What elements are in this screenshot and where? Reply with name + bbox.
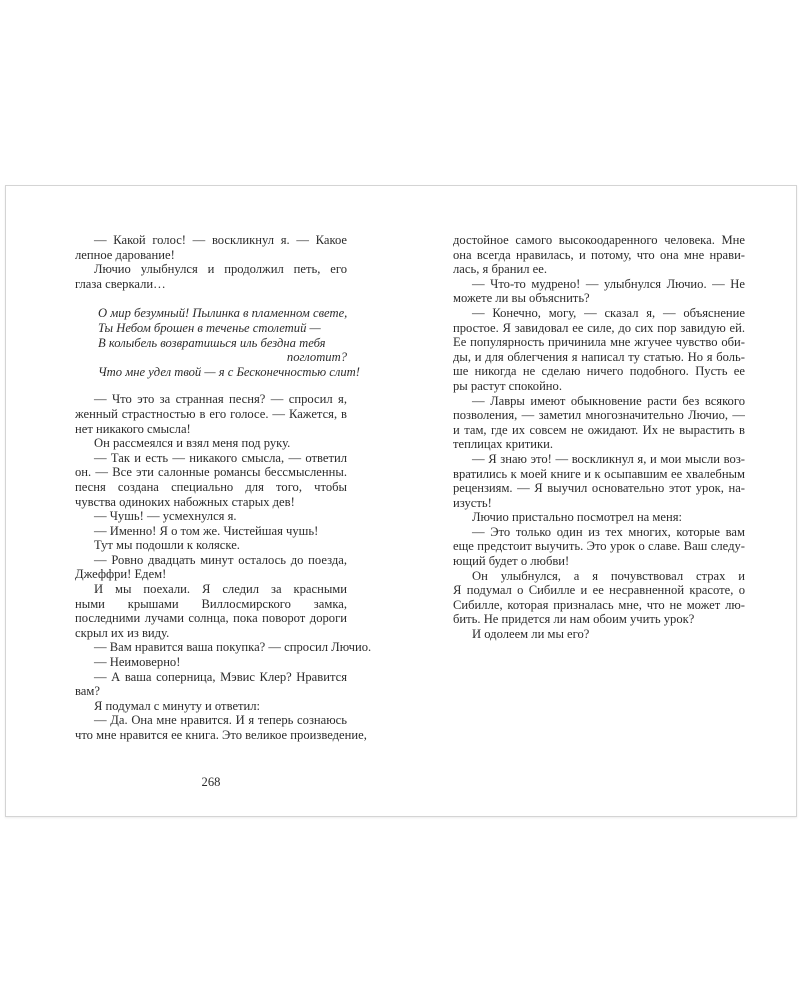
poem-line: Что мне удел твой — я с Бесконечностью слит! (98, 364, 360, 379)
right-page-text (453, 233, 745, 642)
text-line: Тут мы подошли к коляске. (94, 538, 240, 553)
text-line: Лючио улыбнулся и продолжил петь, его (94, 262, 347, 277)
text-line: Лючио пристально посмотрел на меня: (472, 510, 683, 525)
poem-line: О мир безумный! Пылинка в пламенном свете, (98, 306, 348, 321)
text-line: ды, и для облегчения я написал ту статью. Но я боль- (453, 349, 745, 364)
text-line: женный страстностью в его голосе. — Кажется, в (75, 406, 347, 421)
paragraph (453, 627, 745, 642)
text-line: рецензиям. — Я выучил основательно этот урок, на- (453, 481, 745, 496)
text-line: он. — Все эти салонные романсы бессмысленны. (75, 465, 347, 480)
paragraph (75, 699, 347, 714)
paragraph (453, 394, 745, 452)
paragraph (75, 670, 347, 699)
text-line: ющий будет о любви! (453, 554, 570, 569)
paragraph (453, 306, 745, 394)
paragraph (75, 262, 347, 291)
text-line: чувства одиноких набожных старых дев! (75, 494, 295, 509)
text-line: скрыл их из виду. (75, 625, 170, 640)
text-line: Он улыбнулся, а я почувствовал страх и (472, 568, 745, 583)
paragraph (75, 655, 347, 670)
poem-stanza (98, 306, 360, 379)
text-line: нет никакого смысла! (75, 421, 191, 436)
poem-line: поглотит? (286, 350, 347, 365)
text-line: — Так и есть — никакого смысла, — ответил (94, 450, 347, 465)
paragraph (75, 509, 347, 524)
text-line: — Неимоверно! (94, 655, 181, 670)
text-line: — Я знаю это! — воскликнул я, и мои мысли воз- (472, 451, 745, 466)
poem-line: Ты Небом брошен в теченье столетий — (98, 320, 321, 335)
text-line: — Лавры имеют обыкновение расти без всякого (472, 393, 745, 408)
text-line: еще предстоит выучить. Это урок о славе. Ваш следу- (453, 539, 745, 554)
text-line: лась, я бранил ее. (453, 262, 547, 277)
paragraph (75, 553, 347, 582)
paragraph (453, 510, 745, 525)
text-line: Он рассмеялся и взял меня под руку. (94, 436, 291, 451)
text-line: что мне нравится ее книга. Это великое произведение, (75, 728, 367, 742)
poem-line: В колыбель возвратишься иль бездна тебя (98, 335, 326, 350)
text-line: Я подумал с минуту и ответил: (94, 698, 261, 713)
paragraph (75, 640, 372, 655)
text-line: — А ваша соперница, Мэвис Клер? Нравится (94, 669, 347, 684)
text-line: песня создана специально для того, чтобы (75, 479, 347, 494)
text-line: бить. Не придется ли нам обоим учить урок? (453, 612, 695, 627)
paragraph (453, 233, 745, 277)
text-line: теплицах критики. (453, 437, 554, 452)
text-line: глаза сверкали… (75, 276, 166, 291)
text-line: вам? (75, 684, 100, 699)
text-line: — Какой голос! — воскликнул я. — Какое (94, 233, 347, 247)
text-line: последними лучами солнца, пока поворот дороги (75, 611, 347, 626)
text-line: вратились к моей книге и к осыпавшим ее хвалебным (453, 466, 745, 481)
paragraph (453, 452, 745, 510)
text-line: ры растут спокойно. (453, 378, 562, 393)
text-line: Сибилле, которая призналась мне, что не может лю- (453, 597, 745, 612)
paragraph (453, 277, 745, 306)
paragraph (75, 538, 347, 553)
text-line: — Что-то мудрено! — улыбнулся Лючио. — Не (472, 276, 745, 291)
paragraph (75, 524, 347, 539)
text-line: достойное самого высокоодаренного человека. Мне (453, 233, 745, 247)
text-line: и там, где их совсем не ожидают. Их не вырастить в (453, 422, 745, 437)
text-line: — Ровно двадцать минут осталось до поезда, (94, 552, 347, 567)
text-line: — Конечно, могу, — сказал я, — объяснение (472, 305, 745, 320)
text-line: И мы поехали. Я следил за красными (94, 582, 347, 597)
text-line: — Да. Она мне нравится. И я теперь сознаюсь (94, 713, 347, 728)
text-line: лепное дарование! (75, 247, 175, 262)
paragraph (453, 525, 745, 569)
paragraph (75, 451, 347, 509)
text-line: — Что это за странная песня? — спросил я, (94, 392, 347, 407)
text-line: И одолеем ли мы его? (472, 627, 590, 642)
text-line: простое. Я завидовал ее силе, до сих пор завидую ей. (453, 320, 745, 335)
text-line: — Именно! Я о том же. Чистейшая чушь! (94, 523, 319, 538)
text-line: — Это только один из тех многих, которые вам (472, 524, 745, 539)
paragraph (75, 392, 347, 436)
text-line: — Вам нравится ваша покупка? — спросил Лючио. (94, 640, 372, 655)
text-line: ными крышами Виллосмирского замка, (75, 596, 347, 611)
text-line: она всегда нравилась, и потому, что она мне нрави- (453, 247, 745, 262)
text-line: можете ли вы объяснить? (453, 291, 590, 306)
paragraph (75, 582, 347, 640)
paragraph (453, 569, 745, 627)
paragraph (75, 233, 347, 262)
page-number: 268 (201, 775, 221, 789)
paragraph (75, 436, 347, 451)
paragraph (75, 713, 367, 742)
text-line: — Чушь! — усмехнулся я. (94, 509, 237, 524)
text-line: Я подумал о Сибилле и ее несравненной красоте, о (453, 583, 745, 598)
text-line: Джеффри! Едем! (75, 567, 167, 582)
left-page-text (75, 233, 372, 743)
text-line: изусть! (453, 495, 492, 510)
text-line: позволения, — заметил многозначительно Лючио, — (453, 408, 745, 423)
text-line: Ее популярность причинила мне жгучее чувство оби- (453, 335, 745, 350)
text-line: ше никогда не сделаю ничего подобного. Пусть ее (453, 364, 745, 379)
